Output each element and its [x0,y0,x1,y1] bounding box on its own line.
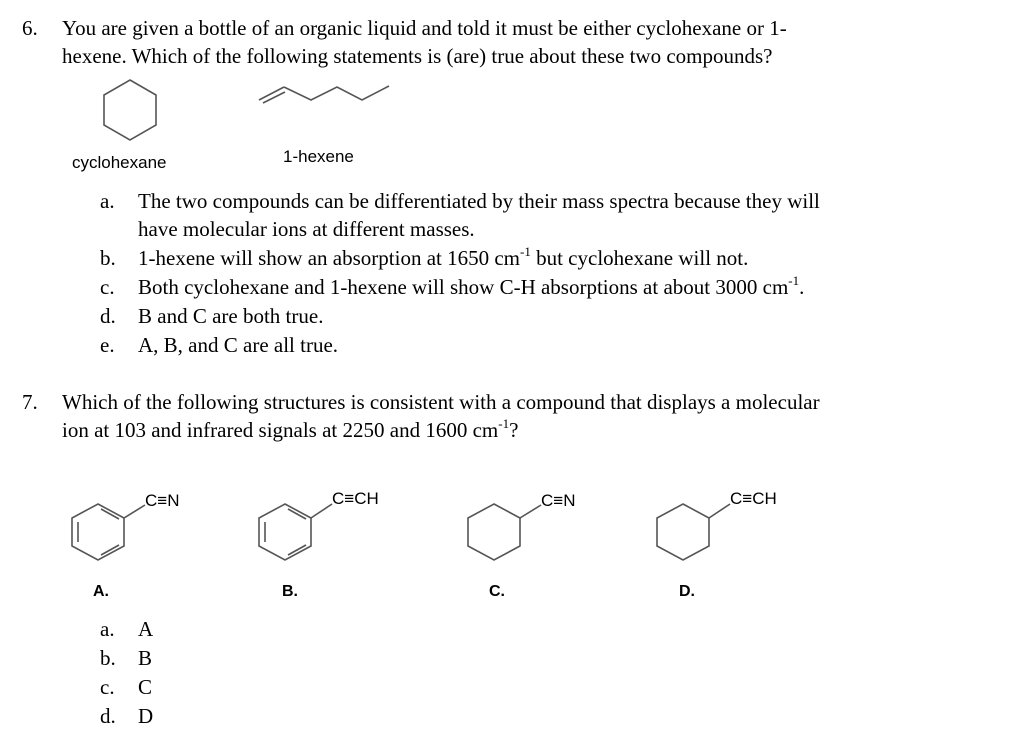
cyclohexane-label: cyclohexane [72,153,167,172]
q6-text-line2: hexene. Which of the following statements is (are) true about these two compounds? [62,44,773,68]
q7-number: 7. [22,390,38,414]
q7-text-line1: Which of the following structures is consistent with a compound that displays a molecular [62,390,820,414]
q6-option-b-letter: b. [100,246,116,270]
q6-option-d-text: B and C are both true. [138,304,324,328]
q7-option-d-letter: d. [100,704,116,728]
q6-option-b-text: 1-hexene will show an absorption at 1650 $cm^{-1}$ but cyclohexane will not. [138,244,749,270]
structure-d-label: D. [679,583,695,600]
structure-d-group: C≡CH [730,489,777,508]
q6-option-c-letter: c. [100,275,115,299]
structure-b-group: C≡CH [332,489,379,508]
hexene-label: 1-hexene [283,147,354,166]
q6-number: 6. [22,16,38,40]
structure-a-group: C≡N [145,491,180,510]
q6-text-line1: You are given a bottle of an organic liquid and told it must be either cyclohexane or 1- [62,16,787,40]
q6-option-e-text: A, B, and C are all true. [138,333,339,357]
q7-option-a-text: A [138,617,154,641]
structure-a-label: A. [93,583,109,600]
q6-option-e-letter: e. [100,333,115,357]
q6-option-d-letter: d. [100,304,116,328]
q6-option-a-line1: The two compounds can be differentiated by their mass spectra because they will [138,189,820,213]
q7-option-a-letter: a. [100,617,115,641]
structure-c-group: C≡N [541,491,576,510]
q7-option-c-letter: c. [100,675,115,699]
structure-b-label: B. [282,583,298,600]
q7-option-b-letter: b. [100,646,116,670]
structure-c-label: C. [489,583,505,600]
q6-option-a-letter: a. [100,189,115,213]
q7-option-c-text: C [138,675,153,699]
q6-option-a-line2: have molecular ions at different masses. [138,217,475,241]
q6-option-c-text: Both cyclohexane and 1-hexene will show C-H absorptions at about 3000 $cm^{-1}$. [138,273,805,299]
q7-option-b-text: B [138,646,153,670]
q7-option-d-text: D [138,704,154,728]
q7-text-line2: ion at 103 and infrared signals at 2250 and 1600 $cm^{-1}$? [62,416,519,442]
